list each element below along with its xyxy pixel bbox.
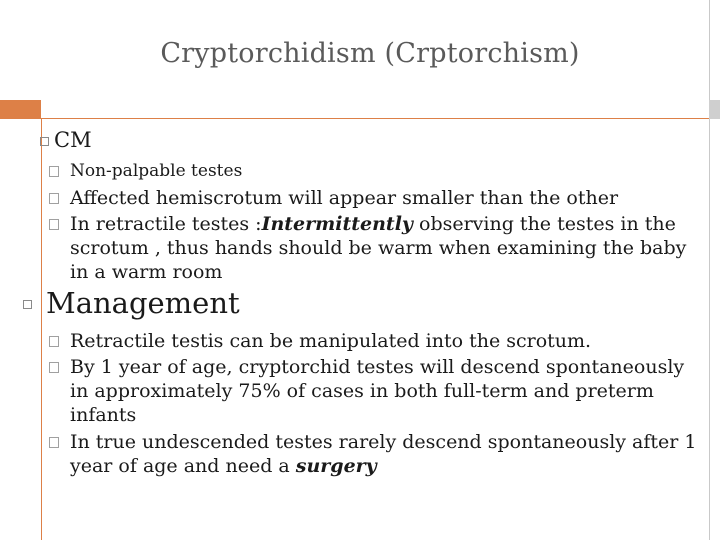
list-item [70, 186, 700, 210]
square-bullet-icon [49, 362, 59, 373]
square-bullet-icon [23, 300, 32, 309]
heading-label: Management [46, 286, 240, 320]
list-item [70, 212, 700, 284]
list-item-emphasis: Intermittently [261, 213, 413, 235]
list-item-emphasis: surgery [295, 455, 377, 477]
list-item [70, 159, 700, 183]
left-border-line [41, 118, 42, 540]
square-bullet-icon [49, 166, 59, 177]
slide-title: Cryptorchidism (Crptorchism) [160, 38, 580, 69]
title-rule-accent [0, 100, 41, 119]
title-rule-tab [709, 100, 720, 119]
square-bullet-icon [49, 193, 59, 204]
list-item-text-suffix: observing the testes in the scrotum , thus hands should be warm when examining the baby in a warm room [70, 213, 687, 283]
list-item [70, 355, 700, 427]
title-rule-line [41, 118, 720, 119]
square-bullet-icon [40, 137, 49, 146]
list-item-text: Affected hemiscrotum will appear smaller than the other [70, 187, 619, 209]
right-border-line [709, 0, 710, 540]
square-bullet-icon [49, 437, 59, 448]
list-item-text-prefix: In true undescended testes rarely descend spontaneously after 1 year of age and need a [70, 431, 697, 477]
list-item-text: By 1 year of age, cryptorchid testes will descend spontaneously in approximately 75% of cases in both full-term and preterm infants [70, 356, 685, 426]
heading-label: CM [54, 128, 92, 152]
list-item-text-prefix: In retractile testes : [70, 213, 262, 235]
list-item-text: Non-palpable testes [70, 161, 243, 181]
list-item-text: Retractile testis can be manipulated into the scrotum. [70, 330, 592, 352]
square-bullet-icon [49, 336, 59, 347]
list-item [70, 430, 700, 478]
square-bullet-icon [49, 219, 59, 230]
list-item [70, 329, 700, 353]
